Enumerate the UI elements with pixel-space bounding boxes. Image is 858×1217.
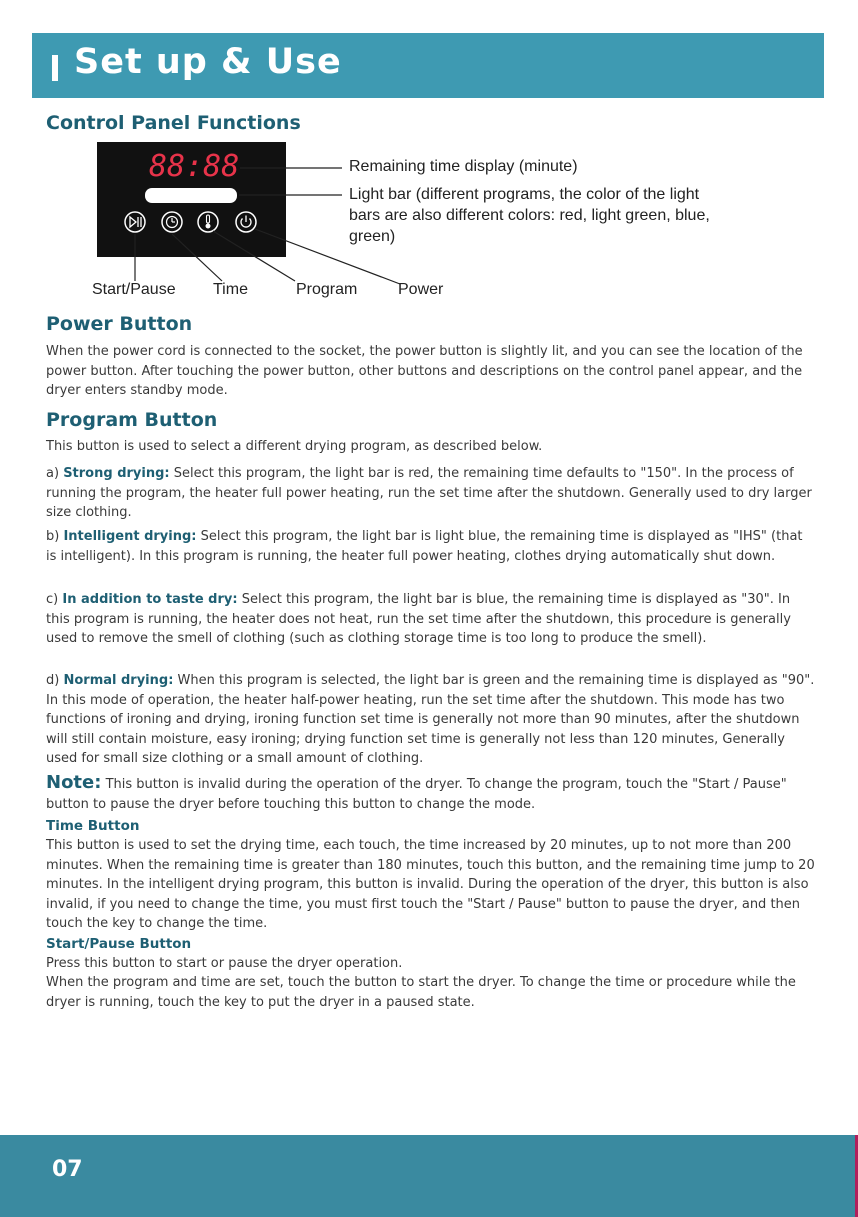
program-item-prefix: c) <box>46 592 59 607</box>
header-bar <box>32 33 824 98</box>
power-button-heading: Power Button <box>46 313 193 335</box>
start-pause-heading: Start/Pause Button <box>46 936 192 952</box>
time-button-text: This button is used to set the drying time, each touch, the time increased by 20 minutes, up to not more than 200 minutes. When the remaining time is greater than 180 minutes, touch this button, and the remaining time jump to 20 minutes. In the intelligent drying program, this button is invalid. During the operation of the dryer, this button is also invalid, if you need to change the time, you must first touch the "Start / Pause" button to pause the dryer, and then touch the key to change the time. <box>46 838 815 932</box>
label-time: Time <box>213 281 248 298</box>
note-text: This button is invalid during the operation of the dryer. To change the program, touch the "Start / Pause" button to pause the dryer before touching this button to change the mode. <box>46 777 787 812</box>
program-button-heading: Program Button <box>46 409 218 431</box>
program-item-text: Select this program, the light bar is red, the remaining time defaults to "150". In the process of running the program, the heater full power heating, run the set time after the shutdown. Generally used to dry larger size clothing. <box>46 466 812 521</box>
program-intro-text: This button is used to select a different drying program, as described below. <box>46 439 543 454</box>
program-item-name: Normal drying: <box>63 673 174 688</box>
control-panel-heading: Control Panel Functions <box>46 112 301 134</box>
program-item-name: Strong drying: <box>63 466 170 481</box>
note-label: Note: <box>46 772 102 793</box>
callout-remaining-time: Remaining time display (minute) <box>349 158 578 175</box>
start-pause-line2: When the program and time are set, touch the button to start the dryer. To change the time or procedure while the dryer is running, touch the key to put the dryer in a paused state. <box>46 975 796 1010</box>
label-start-pause: Start/Pause <box>92 281 176 298</box>
start-pause-line1: Press this button to start or pause the dryer operation. <box>46 956 403 971</box>
light-bar <box>145 188 237 203</box>
program-item-intelligent <box>46 527 816 566</box>
control-panel-diagram <box>80 138 780 308</box>
page-number: 07 <box>52 1157 83 1182</box>
time-display: 88:88 <box>149 149 240 184</box>
program-item-prefix: b) <box>46 529 60 544</box>
program-item-taste <box>46 590 816 649</box>
program-note <box>46 773 816 814</box>
program-item-normal <box>46 671 816 769</box>
program-item-text: Select this program, the light bar is blue, the remaining time is displayed as "30". In this program is running, the heater does not heat, run the set time after the shutdown, this procedure is generally used to remove the smell of clothing (such as clothing storage time is too long to produce the smell). <box>46 592 791 647</box>
program-item-name: Intelligent drying: <box>63 529 197 544</box>
program-item-name: In addition to taste dry: <box>62 592 238 607</box>
callout-light-bar-line3: green) <box>349 228 396 245</box>
page-title: Set up & Use <box>74 42 342 82</box>
callout-light-bar-line1: Light bar (different programs, the color of the light <box>349 186 700 203</box>
footer-bar <box>0 1135 858 1217</box>
program-item-prefix: d) <box>46 673 60 688</box>
program-item-prefix: a) <box>46 466 60 481</box>
callout-light-bar-line2: bars are also different colors: red, light green, blue, <box>349 207 710 224</box>
program-item-strong <box>46 464 816 523</box>
label-program: Program <box>296 281 358 298</box>
header-accent-bar <box>52 55 58 81</box>
program-item-text: When this program is selected, the light bar is green and the remaining time is displayed as "90". In this mode of operation, the heater half-power heating, run the set time after the shutdown. This mode has two functions of ironing and drying, ironing function set time is generally not more than 90 minutes, after the shutdown will still contain moisture, easy ironing; drying function set time is generally not less than 120 minutes, Generally used for small size clothing or a small amount of clothing. <box>46 673 815 767</box>
program-item-text: Select this program, the light bar is light blue, the remaining time is displayed as "IHS" (that is intelligent). In this program is running, the heater full power heating, clothes drying automatically shut down. <box>46 529 803 564</box>
time-button-heading: Time Button <box>46 818 140 834</box>
label-power: Power <box>398 281 444 298</box>
power-button-text: When the power cord is connected to the socket, the power button is slightly lit, and you can see the location of the power button. After touching the power button, other buttons and descriptions on the control panel appear, and the dryer enters standby mode. <box>46 344 803 399</box>
